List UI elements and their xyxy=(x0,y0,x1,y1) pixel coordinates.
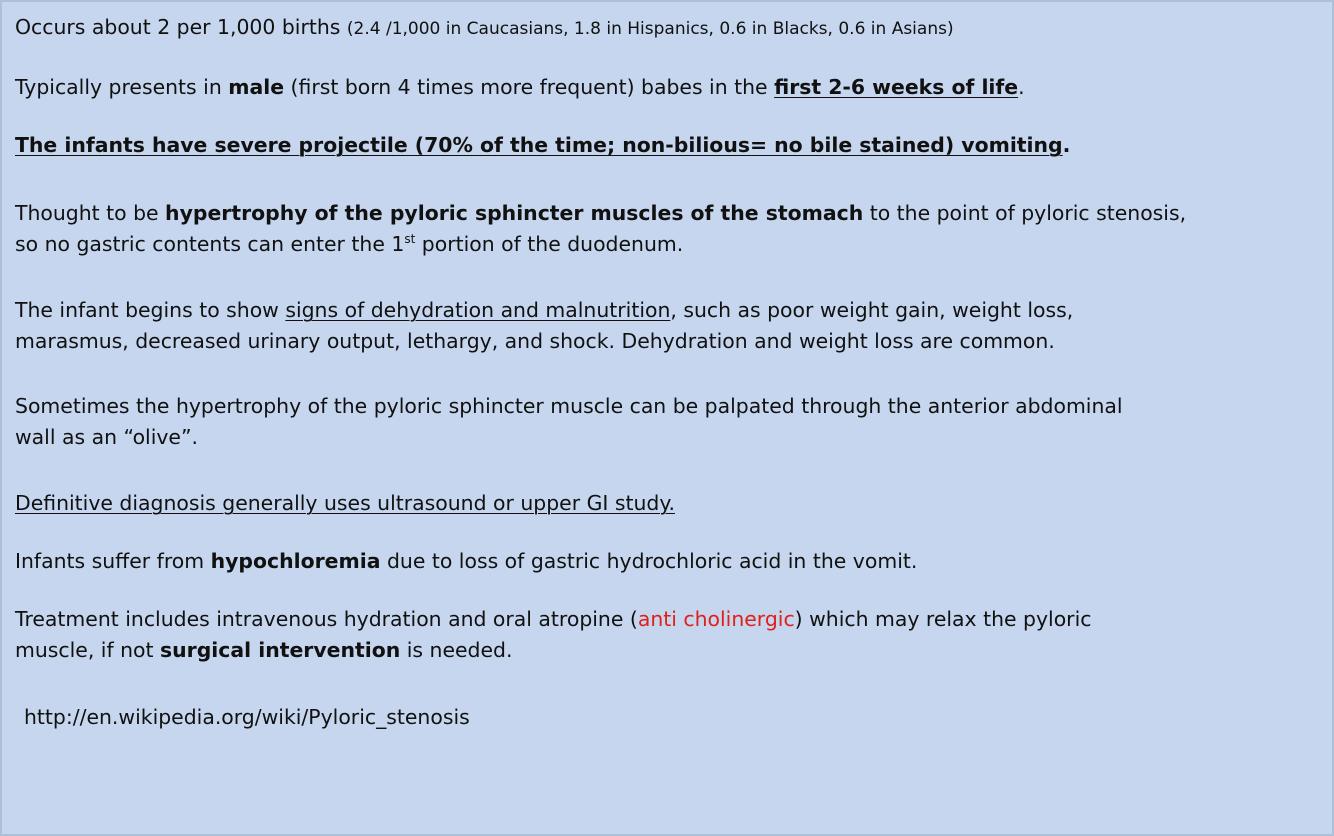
olive-paragraph xyxy=(15,391,1333,453)
presentation-text-mid: (first born 4 times more frequent) babes in the xyxy=(284,75,775,99)
olive-line-1: Sometimes the hypertrophy of the pyloric sphincter muscle can be palpated through the anterior abdominal xyxy=(15,394,1123,418)
duodenum-text-start: so no gastric contents can enter the 1 xyxy=(15,232,405,256)
ordinal-superscript: st xyxy=(404,232,416,246)
hypertrophy-emphasis: hypertrophy of the pyloric sphincter muscles of the stomach xyxy=(165,201,864,225)
treatment-text-start: Treatment includes intravenous hydration and oral atropine ( xyxy=(15,607,638,631)
anticholinergic-highlight: anti cholinergic xyxy=(637,607,795,631)
hypochloremia-paragraph xyxy=(15,546,1333,577)
treatment-line-1 xyxy=(15,604,1333,635)
age-range-emphasis: first 2-6 weeks of life xyxy=(774,75,1019,99)
hypochloremia-text-start: Infants suffer from xyxy=(15,549,211,573)
dehydration-text-end: , such as poor weight gain, weight loss, xyxy=(670,298,1074,322)
vomiting-emphasis: The infants have severe projectile (70% of the time; non-bilious= no bile stained) vomiting xyxy=(15,133,1063,157)
presentation-text-start: Typically presents in xyxy=(15,75,229,99)
surgery-text-end: is needed. xyxy=(400,638,513,662)
hypertrophy-paragraph xyxy=(15,198,1333,260)
duodenum-text-end: portion of the duodenum. xyxy=(415,232,684,256)
diagnosis-emphasis: Definitive diagnosis generally uses ultrasound or upper GI study. xyxy=(15,491,675,515)
treatment-text-mid: ) which may relax the pyloric xyxy=(794,607,1092,631)
diagnosis-paragraph xyxy=(15,488,1333,519)
vomiting-paragraph xyxy=(15,130,1333,161)
hypertrophy-line-2 xyxy=(15,229,1333,260)
surgery-text-start: muscle, if not xyxy=(15,638,160,662)
treatment-line-2 xyxy=(15,635,1333,666)
olive-line-2: wall as an “olive”. xyxy=(15,425,199,449)
incidence-text: Occurs about 2 per 1,000 births xyxy=(15,15,347,39)
vomiting-period: . xyxy=(1062,133,1071,157)
hypertrophy-text-end: to the point of pyloric stenosis, xyxy=(863,201,1187,225)
presentation-paragraph xyxy=(15,72,1333,103)
hypochloremia-text-end: due to loss of gastric hydrochloric acid in the vomit. xyxy=(380,549,918,573)
incidence-paragraph xyxy=(15,12,1333,45)
dehydration-line-1 xyxy=(15,295,1333,326)
hypertrophy-line-1 xyxy=(15,198,1333,229)
treatment-paragraph xyxy=(15,604,1333,666)
surgery-emphasis: surgical intervention xyxy=(160,638,401,662)
source-citation xyxy=(24,702,1334,733)
dehydration-paragraph xyxy=(15,295,1333,357)
dehydration-line-2: marasmus, decreased urinary output, lethargy, and shock. Dehydration and weight loss are common. xyxy=(15,329,1055,353)
source-url[interactable]: http://en.wikipedia.org/wiki/Pyloric_stenosis xyxy=(24,705,470,729)
male-emphasis: male xyxy=(228,75,285,99)
hypochloremia-emphasis: hypochloremia xyxy=(210,549,381,573)
dehydration-signs-emphasis: signs of dehydration and malnutrition xyxy=(285,298,671,322)
hypertrophy-text-start: Thought to be xyxy=(15,201,166,225)
presentation-period: . xyxy=(1018,75,1025,99)
incidence-by-ethnicity: (2.4 /1,000 in Caucasians, 1.8 in Hispanics, 0.6 in Blacks, 0.6 in Asians) xyxy=(346,19,954,39)
dehydration-text-start: The infant begins to show xyxy=(15,298,286,322)
